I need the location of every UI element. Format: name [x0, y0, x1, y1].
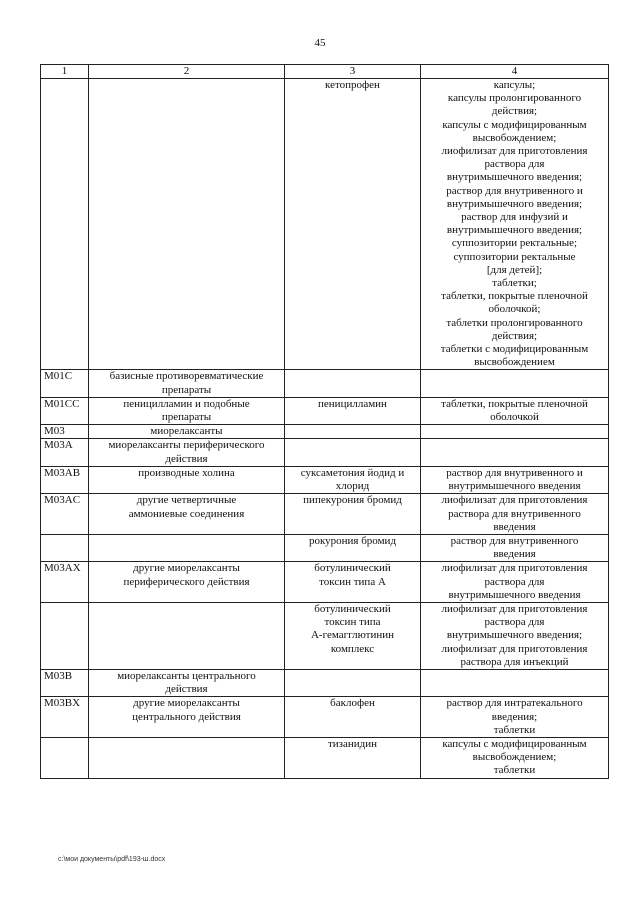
cell-text-line	[91, 535, 282, 548]
cell-text-line: M03AC	[44, 494, 81, 507]
cell-text-line: таблетки;	[492, 277, 537, 290]
drug-name-cell	[285, 562, 421, 603]
group-name-cell	[89, 425, 285, 439]
cell-text-line: другие миорелаксанты	[133, 697, 240, 710]
cell-text-line: [для детей];	[486, 263, 543, 276]
cell-text-line: раствора для	[484, 575, 545, 588]
drug-name-cell	[285, 737, 421, 778]
cell-text-line: лиофилизат для приготовления	[441, 494, 588, 507]
cell-text-line: M03	[44, 425, 65, 438]
group-name-cell	[89, 737, 285, 778]
cell-text-line	[423, 425, 606, 438]
cell-text-line	[44, 603, 86, 616]
cell-text-line: центрального действия	[132, 710, 241, 723]
dosage-forms-cell	[421, 602, 609, 669]
dosage-forms-cell	[421, 494, 609, 535]
cell-text-line: другие четвертичные	[136, 494, 237, 507]
atc-code-cell	[41, 439, 89, 466]
dosage-forms-cell	[421, 562, 609, 603]
cell-text-line: миорелаксанты центрального	[117, 669, 256, 682]
cell-text-line: лиофилизат для приготовления	[441, 642, 588, 655]
drug-name-cell	[285, 397, 421, 424]
cell-text-line: введения;	[491, 710, 538, 723]
cell-text-line: пеницилламин	[318, 397, 387, 410]
cell-text-line: внутримышечного введения;	[446, 171, 583, 184]
cell-text-line: суксаметония йодид и	[300, 466, 405, 479]
cell-text-line: M03B	[44, 669, 73, 682]
dosage-forms-cell	[421, 669, 609, 696]
group-name-cell	[89, 697, 285, 738]
cell-text-line: ботулинический	[314, 562, 391, 575]
cell-text-line: капсулы с модифицированным	[442, 737, 587, 750]
cell-text-line: таблетки, покрытые пленочной	[441, 397, 588, 410]
cell-text-line: хлорид	[335, 480, 370, 493]
column-header: 2	[89, 65, 285, 79]
cell-text-line	[423, 670, 606, 683]
cell-text-line: миорелаксанты периферического	[108, 439, 265, 452]
cell-text-line: базисные противоревматические	[109, 370, 264, 383]
cell-text-line: другие миорелаксанты	[133, 562, 240, 575]
cell-text-line: миорелаксанты	[150, 425, 223, 438]
dosage-forms-cell	[421, 466, 609, 493]
atc-code-cell	[41, 737, 89, 778]
table-row	[41, 602, 609, 669]
cell-text-line: оболочкой	[490, 411, 539, 424]
dosage-forms-cell	[421, 397, 609, 424]
column-header: 3	[285, 65, 421, 79]
atc-code-cell	[41, 669, 89, 696]
cell-text-line: внутримышечного введения	[448, 480, 581, 493]
footer-file-path: c:\мои документы\pdf\193-ш.docx	[58, 856, 166, 863]
cell-text-line: внутримышечного введения;	[446, 224, 583, 237]
table-row	[41, 494, 609, 535]
group-name-cell	[89, 562, 285, 603]
cell-text-line: M03AX	[44, 562, 81, 575]
cell-text-line	[44, 535, 86, 548]
cell-text-line: комплекс	[330, 642, 375, 655]
cell-text-line: лиофилизат для приготовления	[441, 145, 588, 158]
cell-text-line: капсулы;	[493, 79, 536, 91]
group-name-cell	[89, 602, 285, 669]
table-row	[41, 737, 609, 778]
cell-text-line	[423, 439, 606, 452]
cell-text-line: тизанидин	[327, 737, 378, 750]
table-row	[41, 697, 609, 738]
table-row	[41, 370, 609, 397]
cell-text-line: производные холина	[138, 466, 235, 479]
cell-text-line: M03AB	[44, 466, 81, 479]
table-row	[41, 79, 609, 370]
dosage-forms-cell	[421, 439, 609, 466]
atc-code-cell	[41, 697, 89, 738]
cell-text-line: раствора для	[484, 158, 545, 171]
drug-name-cell	[285, 466, 421, 493]
cell-text-line: пеницилламин и подобные	[123, 397, 250, 410]
atc-code-cell	[41, 370, 89, 397]
drug-name-cell	[285, 439, 421, 466]
cell-text-line: раствор для внутривенного	[450, 534, 579, 547]
cell-text-line: баклофен	[330, 697, 375, 710]
table-row	[41, 439, 609, 466]
drug-name-cell	[285, 697, 421, 738]
column-header: 4	[421, 65, 609, 79]
cell-text-line: кетопрофен	[325, 79, 380, 91]
cell-text-line: действия;	[491, 105, 538, 118]
cell-text-line: токсин типа	[324, 616, 381, 629]
cell-text-line: высвобождением;	[472, 751, 557, 764]
group-name-cell	[89, 466, 285, 493]
cell-text-line: раствор для внутривенного и	[446, 184, 583, 197]
group-name-cell	[89, 79, 285, 370]
cell-text-line: А-гемагглютинин	[310, 629, 394, 642]
drug-name-cell	[285, 534, 421, 561]
drug-name-cell	[285, 494, 421, 535]
cell-text-line: M01C	[44, 370, 73, 383]
cell-text-line: суппозитории ректальные	[453, 250, 576, 263]
cell-text-line: действия;	[491, 329, 538, 342]
group-name-cell	[89, 669, 285, 696]
cell-text-line	[287, 425, 418, 438]
table-row	[41, 534, 609, 561]
cell-text-line: M01CC	[44, 397, 80, 410]
dosage-forms-cell	[421, 370, 609, 397]
table-row	[41, 397, 609, 424]
cell-text-line: токсин типа А	[319, 575, 386, 588]
atc-code-cell	[41, 79, 89, 370]
cell-text-line: раствора для внутривенного	[448, 507, 581, 520]
group-name-cell	[89, 534, 285, 561]
cell-text-line: периферического действия	[123, 575, 250, 588]
drug-name-cell	[285, 79, 421, 370]
cell-text-line: капсулы пролонгированного	[447, 92, 582, 105]
cell-text-line: раствора для	[484, 616, 545, 629]
atc-code-cell	[41, 425, 89, 439]
cell-text-line	[91, 603, 282, 616]
header-row	[41, 65, 609, 79]
column-header: 1	[41, 65, 89, 79]
cell-text-line: капсулы с модифицированным	[442, 118, 587, 131]
cell-text-line	[287, 370, 418, 383]
cell-text-line: пипекурония бромид	[303, 494, 402, 507]
cell-text-line: суппозитории ректальные;	[451, 237, 578, 250]
table-row	[41, 425, 609, 439]
drug-name-cell	[285, 370, 421, 397]
drug-name-cell	[285, 669, 421, 696]
cell-text-line	[44, 79, 86, 92]
group-name-cell	[89, 439, 285, 466]
cell-text-line: M03A	[44, 439, 73, 452]
atc-code-cell	[41, 466, 89, 493]
cell-text-line: введения	[493, 520, 536, 533]
dosage-forms-cell	[421, 79, 609, 370]
cell-text-line: высвобождением	[474, 356, 555, 369]
page-number: 45	[314, 37, 326, 49]
drug-name-cell	[285, 602, 421, 669]
cell-text-line: аммониевые соединения	[128, 507, 245, 520]
cell-text-line: таблетки, покрытые пленочной	[441, 290, 588, 303]
table-row	[41, 562, 609, 603]
atc-code-cell	[41, 534, 89, 561]
cell-text-line: лиофилизат для приготовления	[441, 562, 588, 575]
group-name-cell	[89, 397, 285, 424]
dosage-forms-cell	[421, 534, 609, 561]
cell-text-line: оболочкой;	[488, 303, 541, 316]
cell-text-line: рокурония бромид	[308, 534, 397, 547]
cell-text-line: раствор для инфузий и	[461, 211, 568, 224]
group-name-cell	[89, 370, 285, 397]
dosage-forms-cell	[421, 425, 609, 439]
atc-code-cell	[41, 494, 89, 535]
cell-text-line: внутримышечного введения;	[446, 197, 583, 210]
table-row	[41, 466, 609, 493]
cell-text-line: лиофилизат для приготовления	[441, 602, 588, 615]
atc-code-cell	[41, 602, 89, 669]
drug-table	[40, 64, 609, 779]
cell-text-line	[423, 370, 606, 383]
atc-code-cell	[41, 562, 89, 603]
cell-text-line: действия	[165, 683, 208, 696]
cell-text-line: препараты	[161, 383, 212, 396]
cell-text-line: раствор для интратекального	[446, 697, 583, 710]
cell-text-line: раствор для внутривенного и	[446, 466, 583, 479]
cell-text-line: высвобождением;	[472, 131, 557, 144]
cell-text-line: ботулинический	[314, 602, 391, 615]
cell-text-line: введения	[493, 548, 536, 561]
cell-text-line: действия	[165, 452, 208, 465]
cell-text-line: внутримышечного введения	[448, 588, 581, 601]
cell-text-line	[44, 738, 86, 751]
dosage-forms-cell	[421, 697, 609, 738]
cell-text-line: таблетки с модифицированным	[440, 343, 589, 356]
atc-code-cell	[41, 397, 89, 424]
cell-text-line: внутримышечного введения;	[446, 629, 583, 642]
table-row	[41, 669, 609, 696]
cell-text-line: таблетки пролонгированного	[446, 316, 583, 329]
group-name-cell	[89, 494, 285, 535]
cell-text-line: препараты	[161, 411, 212, 424]
cell-text-line: таблетки	[493, 764, 536, 777]
cell-text-line: таблетки	[493, 723, 536, 736]
cell-text-line	[287, 670, 418, 683]
cell-text-line	[91, 738, 282, 751]
cell-text-line: раствора для инъекций	[460, 655, 569, 668]
cell-text-line: M03BX	[44, 697, 81, 710]
dosage-forms-cell	[421, 737, 609, 778]
drug-name-cell	[285, 425, 421, 439]
cell-text-line	[91, 79, 282, 92]
cell-text-line	[287, 439, 418, 452]
